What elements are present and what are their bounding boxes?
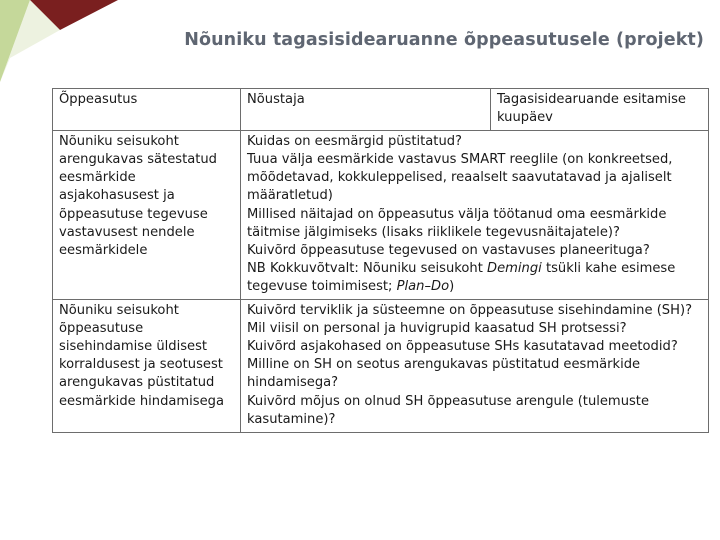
header-row — [53, 89, 709, 131]
question-line: Kuivõrd terviklik ja süsteemne on õppeasutuse sisehindamine (SH)? — [247, 303, 693, 319]
question-line: Kuivõrd mõjus on olnud SH õppeasutuse arengule (tulemuste kasutamine)? — [247, 393, 649, 427]
row-questions-development-plan — [241, 131, 709, 300]
header-cell-school: Õppeasutus — [53, 89, 241, 131]
row-label-self-assessment: Nõuniku seisukoht õppeasutuse sisehindamise üldisest korraldusest ja seotusest arengukavas püstitatud eesmärkide hindamisega — [53, 300, 241, 433]
row-label-development-plan: Nõuniku seisukoht arengukavas sätestatud eesmärkide asjakohasusest ja õppeasutuse tegevuse vastavusest nendele eesmärkidele — [53, 131, 241, 300]
table-row — [53, 300, 709, 433]
table-row — [53, 131, 709, 300]
header-cell-advisor: Nõustaja — [241, 89, 491, 131]
question-line: Milline on SH on seotus arengukavas püstitatud eesmärkide hindamisega? — [247, 357, 641, 391]
note-prefix: NB Kokkuvõtvalt: Nõuniku seisukoht — [247, 260, 487, 276]
question-line: Mil viisil on personal ja huvigrupid kaasatud SH protsessi? — [247, 321, 627, 337]
note-plan-do: Plan–Do — [396, 278, 450, 294]
note-middle: tsükli kahe esimese tegevuse toimimisest; — [247, 260, 676, 294]
feedback-report-table — [52, 88, 709, 433]
row-questions-self-assessment — [241, 300, 709, 433]
question-line: Kuidas on eesmärgid püstitatud? — [247, 134, 463, 150]
question-line: Millised näitajad on õppeasutus välja töötanud oma eesmärkide täitmise jälgimiseks (lisaks riiklikele tegevusnäitajatele)? — [247, 206, 667, 240]
slide-title: Nõuniku tagasisidearuanne õppeasutusele (projekt) — [184, 30, 704, 50]
header-cell-submission-date: Tagasisidearuande esitamise kuupäev — [491, 89, 709, 131]
question-line: Kuivõrd õppeasutuse tegevused on vastavuses planeerituga? — [247, 242, 650, 258]
question-line: Tuua välja eesmärkide vastavus SMART reeglile (on konkreetsed, mõõdetavad, kokkuleppelised, reaalselt saavutatavad ja ajaliselt määratletud) — [247, 152, 673, 204]
question-line: Kuivõrd asjakohased on õppeasutuse SHs kasutatavad meetodid? — [247, 339, 678, 355]
summary-note — [247, 260, 704, 296]
note-suffix: ) — [449, 278, 455, 294]
note-deming: Demingi — [487, 260, 542, 276]
